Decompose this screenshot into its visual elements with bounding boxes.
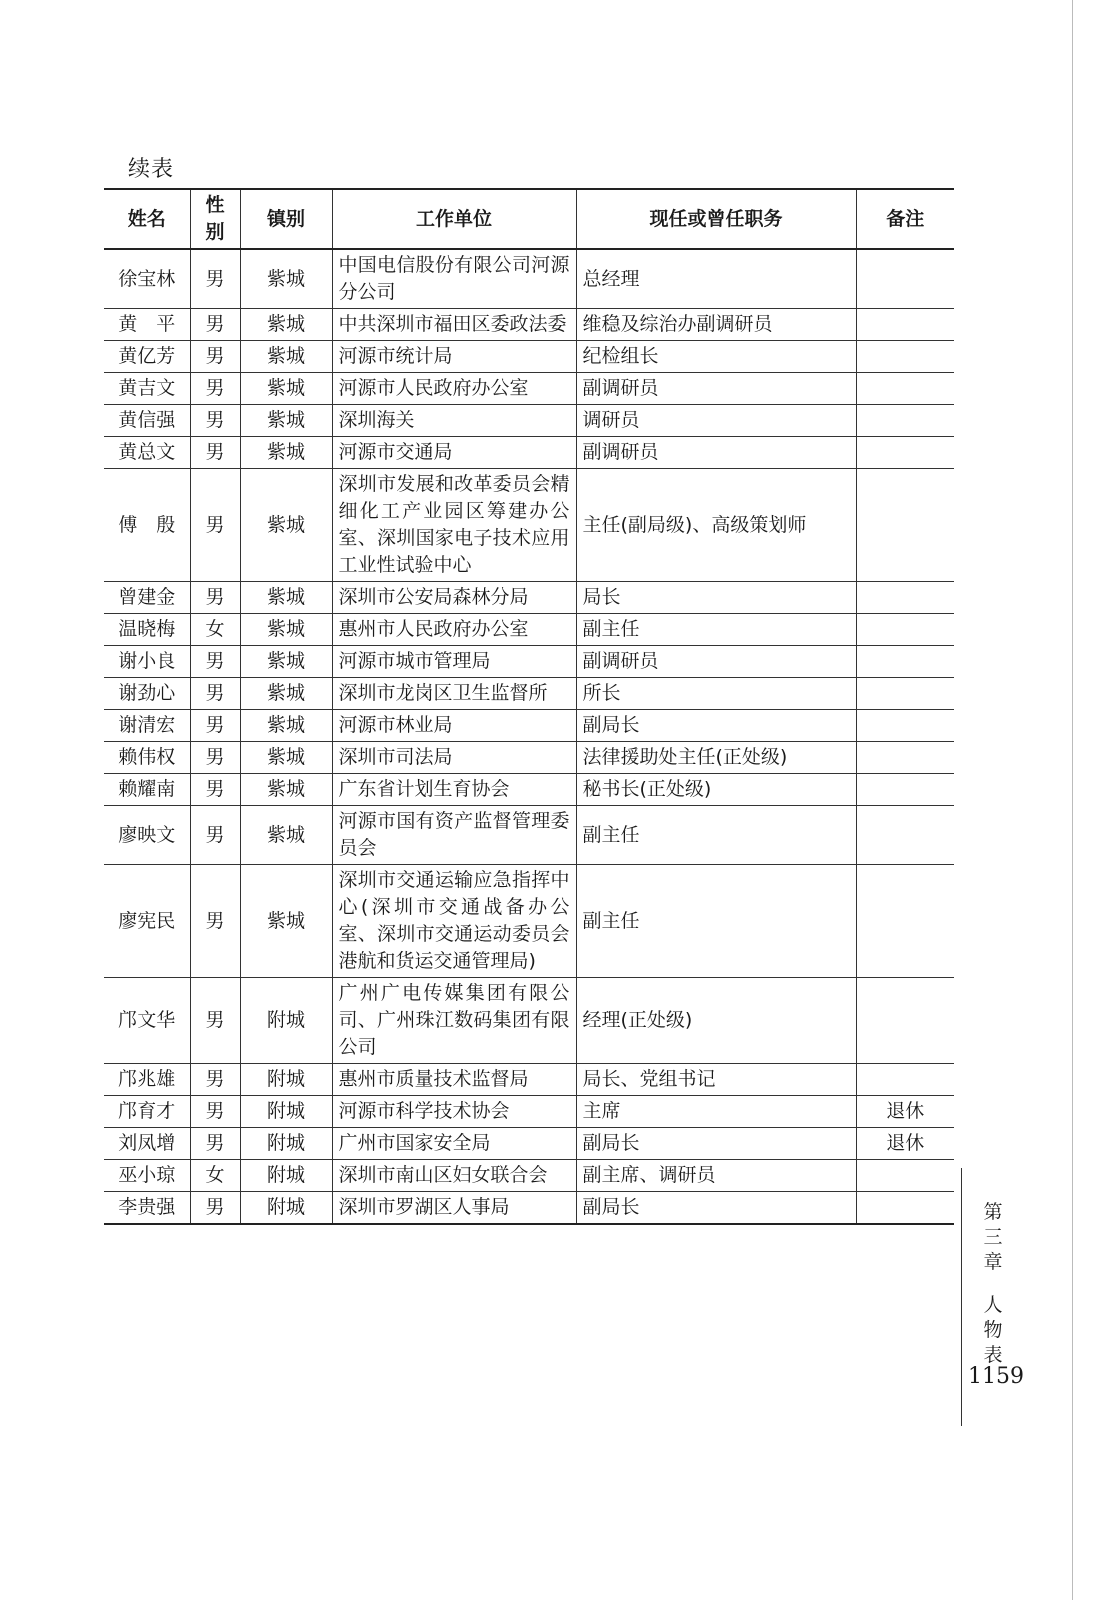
table-row	[104, 978, 954, 1064]
person-name-cell: 温晓梅	[104, 614, 190, 646]
town-cell: 紫城	[240, 742, 332, 774]
remarks-cell: 退休	[856, 1096, 954, 1128]
header-town: 镇别	[240, 189, 332, 249]
sex-cell: 男	[190, 405, 240, 437]
sex-cell: 男	[190, 341, 240, 373]
person-name-cell: 廖宪民	[104, 865, 190, 978]
work-unit-cell: 惠州市人民政府办公室	[332, 614, 576, 646]
town-cell: 紫城	[240, 865, 332, 978]
person-name-cell: 巫小琼	[104, 1160, 190, 1192]
position-cell: 副主席、调研员	[576, 1160, 856, 1192]
position-cell: 所长	[576, 678, 856, 710]
sex-cell: 男	[190, 437, 240, 469]
person-name-cell: 黄总文	[104, 437, 190, 469]
work-unit-cell: 河源市交通局	[332, 437, 576, 469]
remarks-cell	[856, 249, 954, 309]
position-cell: 副主任	[576, 806, 856, 865]
sex-cell: 男	[190, 806, 240, 865]
town-cell: 附城	[240, 978, 332, 1064]
remarks-cell	[856, 582, 954, 614]
town-cell: 紫城	[240, 774, 332, 806]
town-cell: 紫城	[240, 405, 332, 437]
sex-cell: 男	[190, 309, 240, 341]
header-remarks: 备注	[856, 189, 954, 249]
work-unit-cell: 深圳市南山区妇女联合会	[332, 1160, 576, 1192]
person-name-cell: 李贵强	[104, 1192, 190, 1225]
position-cell: 局长、党组书记	[576, 1064, 856, 1096]
table-row	[104, 678, 954, 710]
position-cell: 副局长	[576, 1128, 856, 1160]
remarks-cell: 退休	[856, 1128, 954, 1160]
chapter-char: 三	[983, 1226, 1003, 1248]
remarks-cell	[856, 341, 954, 373]
town-cell: 紫城	[240, 614, 332, 646]
sex-cell: 男	[190, 865, 240, 978]
work-unit-cell: 广州广电传媒集团有限公司、广州珠江数码集团有限公司	[332, 978, 576, 1064]
personnel-table	[104, 188, 954, 1225]
town-cell: 附城	[240, 1192, 332, 1225]
remarks-cell	[856, 614, 954, 646]
position-cell: 副调研员	[576, 373, 856, 405]
table-row	[104, 710, 954, 742]
page-binding-edge	[1072, 0, 1073, 1600]
remarks-cell	[856, 774, 954, 806]
person-name-cell: 赖耀南	[104, 774, 190, 806]
position-cell: 维稳及综治办副调研员	[576, 309, 856, 341]
sex-cell: 男	[190, 742, 240, 774]
remarks-cell	[856, 437, 954, 469]
sex-cell: 男	[190, 469, 240, 582]
work-unit-cell: 河源市林业局	[332, 710, 576, 742]
work-unit-cell: 深圳市公安局森林分局	[332, 582, 576, 614]
table-row	[104, 806, 954, 865]
table-row	[104, 405, 954, 437]
position-cell: 纪检组长	[576, 341, 856, 373]
remarks-cell	[856, 1064, 954, 1096]
person-name-cell: 徐宝林	[104, 249, 190, 309]
table-row	[104, 437, 954, 469]
remarks-cell	[856, 373, 954, 405]
remarks-cell	[856, 678, 954, 710]
work-unit-cell: 河源市国有资产监督管理委员会	[332, 806, 576, 865]
work-unit-cell: 中共深圳市福田区委政法委	[332, 309, 576, 341]
person-name-cell: 傅 殷	[104, 469, 190, 582]
work-unit-cell: 惠州市质量技术监督局	[332, 1064, 576, 1096]
person-name-cell: 邝文华	[104, 978, 190, 1064]
town-cell: 紫城	[240, 373, 332, 405]
header-name: 姓名	[104, 189, 190, 249]
work-unit-cell: 深圳海关	[332, 405, 576, 437]
position-cell: 副局长	[576, 1192, 856, 1225]
work-unit-cell: 广州市国家安全局	[332, 1128, 576, 1160]
position-cell: 法律援助处主任(正处级)	[576, 742, 856, 774]
remarks-cell	[856, 978, 954, 1064]
sex-cell: 男	[190, 1128, 240, 1160]
person-name-cell: 曾建金	[104, 582, 190, 614]
margin-rule	[961, 1168, 962, 1426]
work-unit-cell: 广东省计划生育协会	[332, 774, 576, 806]
section-char: 物	[983, 1319, 1003, 1341]
work-unit-cell: 深圳市龙岗区卫生监督所	[332, 678, 576, 710]
section-char: 表	[983, 1344, 1003, 1366]
town-cell: 紫城	[240, 646, 332, 678]
work-unit-cell: 河源市人民政府办公室	[332, 373, 576, 405]
table-body	[104, 249, 954, 1224]
sex-cell: 男	[190, 774, 240, 806]
table-row	[104, 865, 954, 978]
person-name-cell: 廖映文	[104, 806, 190, 865]
town-cell: 紫城	[240, 710, 332, 742]
table-row	[104, 742, 954, 774]
town-cell: 紫城	[240, 469, 332, 582]
person-name-cell: 黄吉文	[104, 373, 190, 405]
header-work-unit: 工作单位	[332, 189, 576, 249]
person-name-cell: 刘凤增	[104, 1128, 190, 1160]
position-cell: 副主任	[576, 865, 856, 978]
position-cell: 副调研员	[576, 437, 856, 469]
sex-cell: 男	[190, 978, 240, 1064]
town-cell: 附城	[240, 1064, 332, 1096]
chapter-side-label	[980, 1200, 1006, 1368]
chapter-char: 第	[983, 1201, 1003, 1223]
person-name-cell: 谢劲心	[104, 678, 190, 710]
position-cell: 秘书长(正处级)	[576, 774, 856, 806]
remarks-cell	[856, 405, 954, 437]
sex-cell: 男	[190, 678, 240, 710]
work-unit-cell: 河源市城市管理局	[332, 646, 576, 678]
remarks-cell	[856, 806, 954, 865]
position-cell: 经理(正处级)	[576, 978, 856, 1064]
table-header-row	[104, 189, 954, 249]
table-row	[104, 614, 954, 646]
work-unit-cell: 深圳市司法局	[332, 742, 576, 774]
person-name-cell: 邝育才	[104, 1096, 190, 1128]
town-cell: 紫城	[240, 582, 332, 614]
town-cell: 紫城	[240, 341, 332, 373]
person-name-cell: 邝兆雄	[104, 1064, 190, 1096]
position-cell: 总经理	[576, 249, 856, 309]
remarks-cell	[856, 309, 954, 341]
work-unit-cell: 中国电信股份有限公司河源分公司	[332, 249, 576, 309]
position-cell: 局长	[576, 582, 856, 614]
sex-cell: 男	[190, 1096, 240, 1128]
section-char: 人	[983, 1294, 1003, 1316]
header-sex: 性别	[190, 189, 240, 249]
table-row	[104, 646, 954, 678]
position-cell: 副调研员	[576, 646, 856, 678]
page-number: 1159	[968, 1364, 1024, 1389]
sex-cell: 男	[190, 1064, 240, 1096]
sex-cell: 男	[190, 249, 240, 309]
remarks-cell	[856, 1192, 954, 1225]
person-name-cell: 黄 平	[104, 309, 190, 341]
remarks-cell	[856, 865, 954, 978]
position-cell: 主席	[576, 1096, 856, 1128]
position-cell: 副局长	[576, 710, 856, 742]
sex-cell: 男	[190, 582, 240, 614]
table-row	[104, 249, 954, 309]
work-unit-cell: 河源市科学技术协会	[332, 1096, 576, 1128]
remarks-cell	[856, 646, 954, 678]
town-cell: 附城	[240, 1160, 332, 1192]
header-position: 现任或曾任职务	[576, 189, 856, 249]
table-row	[104, 373, 954, 405]
table-row	[104, 582, 954, 614]
town-cell: 紫城	[240, 249, 332, 309]
table-row	[104, 341, 954, 373]
sex-cell: 男	[190, 710, 240, 742]
table-row	[104, 1192, 954, 1225]
remarks-cell	[856, 469, 954, 582]
work-unit-cell: 河源市统计局	[332, 341, 576, 373]
remarks-cell	[856, 742, 954, 774]
position-cell: 调研员	[576, 405, 856, 437]
town-cell: 紫城	[240, 309, 332, 341]
sex-cell: 男	[190, 373, 240, 405]
table-row	[104, 1064, 954, 1096]
person-name-cell: 黄亿芳	[104, 341, 190, 373]
table-row	[104, 469, 954, 582]
sex-cell: 男	[190, 646, 240, 678]
town-cell: 附城	[240, 1096, 332, 1128]
sex-cell: 女	[190, 614, 240, 646]
table-caption: 续表	[128, 157, 175, 182]
position-cell: 副主任	[576, 614, 856, 646]
town-cell: 紫城	[240, 806, 332, 865]
work-unit-cell: 深圳市罗湖区人事局	[332, 1192, 576, 1225]
table-row	[104, 774, 954, 806]
remarks-cell	[856, 710, 954, 742]
chapter-char: 章	[983, 1251, 1003, 1273]
person-name-cell: 谢清宏	[104, 710, 190, 742]
person-name-cell: 赖伟权	[104, 742, 190, 774]
table-row	[104, 309, 954, 341]
sex-cell: 男	[190, 1192, 240, 1225]
town-cell: 附城	[240, 1128, 332, 1160]
position-cell: 主任(副局级)、高级策划师	[576, 469, 856, 582]
work-unit-cell: 深圳市发展和改革委员会精细化工产业园区筹建办公室、深圳国家电子技术应用工业性试验中心	[332, 469, 576, 582]
person-name-cell: 黄信强	[104, 405, 190, 437]
table-row	[104, 1160, 954, 1192]
remarks-cell	[856, 1160, 954, 1192]
table-row	[104, 1096, 954, 1128]
work-unit-cell: 深圳市交通运输应急指挥中心(深圳市交通战备办公室、深圳市交通运动委员会港航和货运交通管理局)	[332, 865, 576, 978]
sex-cell: 女	[190, 1160, 240, 1192]
town-cell: 紫城	[240, 437, 332, 469]
table-row	[104, 1128, 954, 1160]
person-name-cell: 谢小良	[104, 646, 190, 678]
town-cell: 紫城	[240, 678, 332, 710]
